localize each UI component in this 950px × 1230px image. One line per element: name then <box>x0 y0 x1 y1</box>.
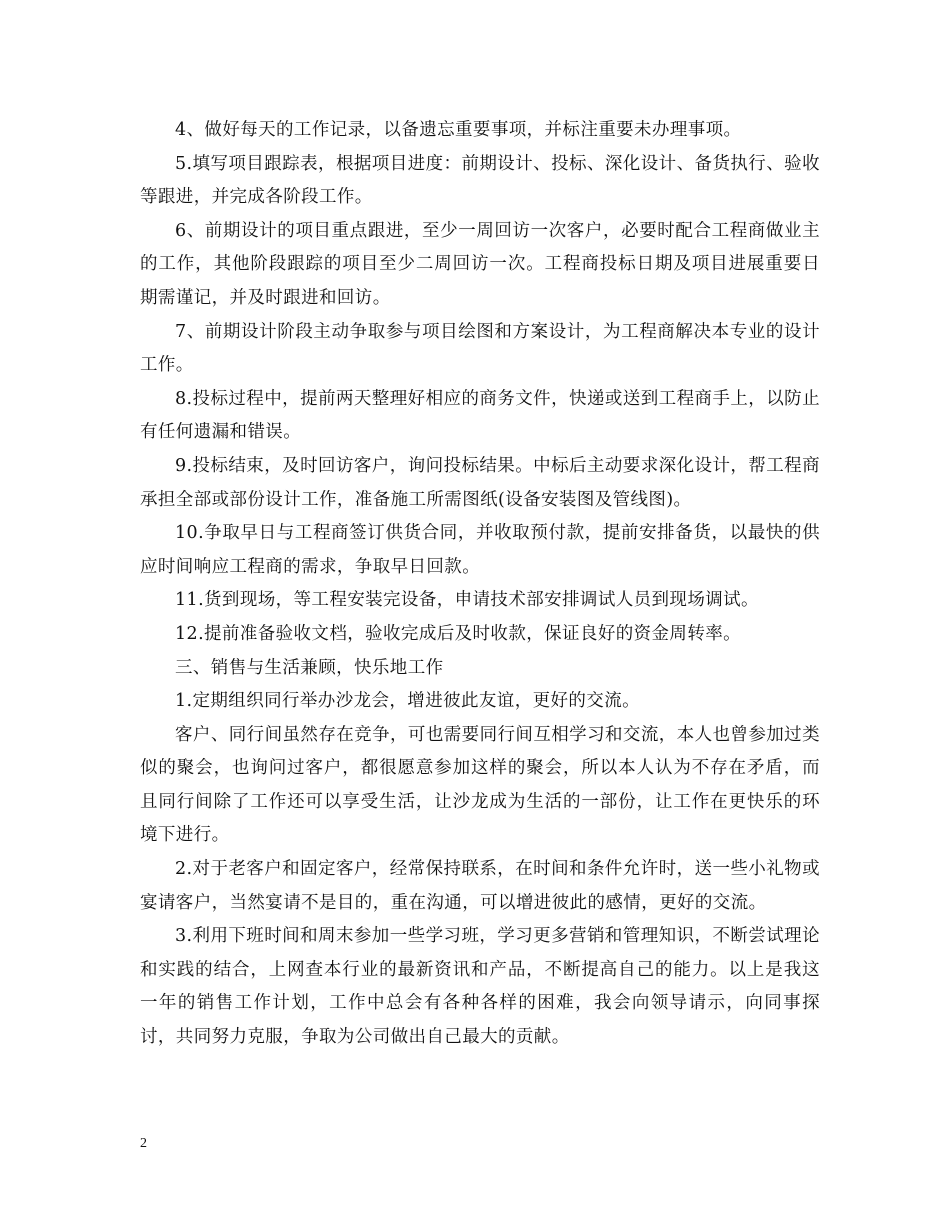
section-heading: 三、销售与生活兼顾，快乐地工作 <box>175 657 444 678</box>
paragraph-item-8: 8.投标过程中，提前两天整理好相应的商务文件，快递或送到工程商手上，以防止有任何遗漏和错误。 <box>140 388 820 443</box>
paragraph-item-12: 12.提前准备验收文档，验收完成后及时收款，保证良好的资金周转率。 <box>175 623 742 644</box>
paragraph-item-7: 7、前期设计阶段主动争取参与项目绘图和方案设计，为工程商解决本专业的设计工作。 <box>140 321 820 376</box>
paragraph-item-9: 9.投标结束，及时回访客户，询问投标结果。中标后主动要求深化设计，帮工程商承担全部或部份设计工作，准备施工所需图纸(设备安装图及管线图)。 <box>140 455 820 510</box>
paragraph-sub-item-2: 2.对于老客户和固定客户，经常保持联系，在时间和条件允许时，送一些小礼物或宴请客户，当然宴请不是目的，重在沟通，可以增进彼此的感情，更好的交流。 <box>140 859 820 913</box>
paragraph-sub-item-1: 1.定期组织同行举办沙龙会，增进彼此友谊，更好的交流。 <box>175 691 640 712</box>
document-body <box>140 114 820 1055</box>
paragraph-item-4: 4、做好每天的工作记录，以备遗忘重要事项，并标注重要未办理事项。 <box>175 120 742 140</box>
paragraph-item-10: 10.争取早日与工程商签订供货合同，并收取预付款，提前安排备货，以最快的供应时间响应工程商的需求，争取早日回款。 <box>140 523 820 577</box>
paragraph-sub-item-3: 3.利用下班时间和周末参加一些学习班，学习更多营销和管理知识，不断尝试理论和实践的结合，上网查本行业的最新资讯和产品，不断提高自己的能力。以上是我这一年的销售工作计划，工作中总会有各种各样的困难，我会向领导请示，向同事探讨，共同努力克服，争取为公司做出自己最大的贡献。 <box>140 926 820 1048</box>
paragraph-body: 客户、同行间虽然存在竞争，可也需要同行间互相学习和交流，本人也曾参加过类似的聚会，也询问过客户，都很愿意参加这样的聚会，所以本人认为不存在矛盾，而且同行间除了工作还可以享受生活，让沙龙成为生活的一部份，让工作在更快乐的环境下进行。 <box>140 724 820 846</box>
page-number: 2 <box>140 1136 147 1151</box>
paragraph-item-11: 11.货到现场，等工程安装完设备，申请技术部安排调试人员到现场调试。 <box>175 590 759 611</box>
paragraph-item-6: 6、前期设计的项目重点跟进，至少一周回访一次客户，必要时配合工程商做业主的工作，其他阶段跟踪的项目至少二周回访一次。工程商投标日期及项目进展重要日期需谨记，并及时跟进和回访。 <box>140 220 820 308</box>
paragraph-item-5: 5.填写项目跟踪表，根据项目进度：前期设计、投标、深化设计、备货执行、验收等跟进，并完成各阶段工作。 <box>140 153 820 208</box>
